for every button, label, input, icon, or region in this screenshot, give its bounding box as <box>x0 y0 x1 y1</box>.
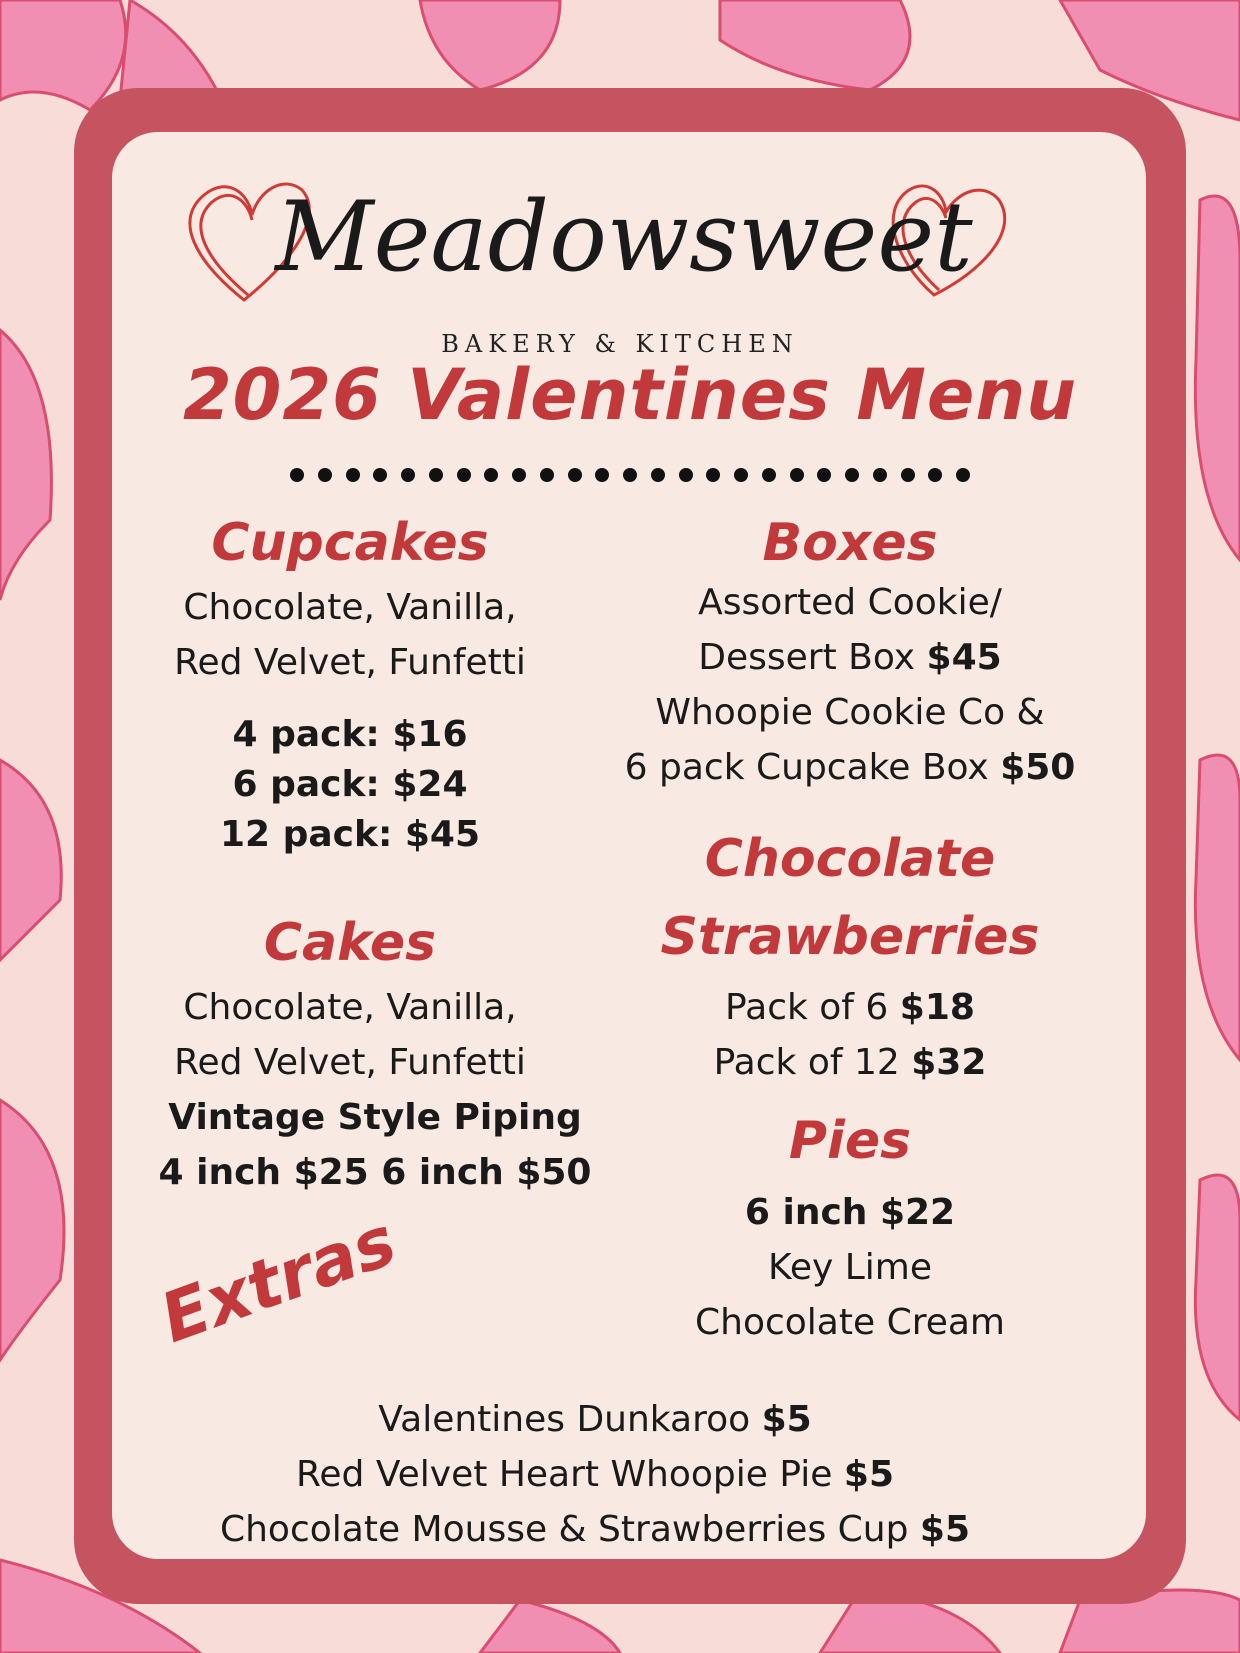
dotted-divider <box>290 460 970 490</box>
cakes-heading: Cakes <box>263 913 437 973</box>
brand-logo <box>174 150 1074 350</box>
cakes-details <box>110 1090 640 1200</box>
pies-size: 6 inch $22 <box>744 1192 956 1233</box>
pies-heading: Pies <box>788 1111 912 1171</box>
cupcakes-flavors-line1: Chocolate, Vanilla, <box>183 587 517 628</box>
strawberries-list <box>600 980 1100 1090</box>
extras-item-dunkaroo: Valentines Dunkaroo $5 <box>378 1399 812 1440</box>
boxes-item2-price: $50 <box>1000 747 1076 788</box>
cupcakes-prices <box>110 710 590 860</box>
cupcakes-price-12pack: 12 pack: $45 <box>219 814 481 855</box>
boxes-list <box>600 575 1100 795</box>
page-title: 2026 Valentines Menu <box>182 354 1078 436</box>
strawberries-item-6: Pack of 6 $18 <box>725 987 975 1028</box>
extras-heading: Extras <box>150 1201 407 1359</box>
pies-list <box>600 1185 1100 1350</box>
cakes-style: Vintage Style Piping <box>168 1097 582 1138</box>
extras-price-dunkaroo: $5 <box>761 1399 812 1440</box>
strawberries-price-12: $32 <box>911 1042 987 1083</box>
cakes-flavors-line1: Chocolate, Vanilla, <box>183 987 517 1028</box>
boxes-item1-line1: Assorted Cookie/ <box>698 582 1002 623</box>
boxes-item1-line2: Dessert Box $45 <box>698 637 1002 678</box>
pies-flavor-key-lime: Key Lime <box>768 1247 932 1288</box>
extras-price-whoopie: $5 <box>843 1454 894 1495</box>
strawberries-heading-line1: Chocolate <box>704 829 996 889</box>
brand-name: Meadowsweet <box>275 181 973 293</box>
extras-item-mousse: Chocolate Mousse & Strawberries Cup $5 <box>219 1509 971 1550</box>
cupcakes-price-4pack: 4 pack: $16 <box>232 714 468 755</box>
cakes-flavors-line2: Red Velvet, Funfetti <box>174 1042 526 1083</box>
extras-list <box>140 1392 1050 1557</box>
brand-subtitle: BAKERY & KITCHEN <box>441 330 799 358</box>
boxes-item1-price: $45 <box>926 637 1002 678</box>
pies-flavor-chocolate-cream: Chocolate Cream <box>695 1302 1005 1343</box>
cupcakes-heading: Cupcakes <box>211 513 489 573</box>
boxes-heading: Boxes <box>762 513 938 573</box>
boxes-item2-line1: Whoopie Cookie Co & <box>655 692 1045 733</box>
strawberries-heading-line2: Strawberries <box>660 907 1040 967</box>
strawberries-item-12: Pack of 12 $32 <box>713 1042 987 1083</box>
cupcakes-flavors <box>110 580 590 690</box>
cakes-flavors <box>110 980 590 1090</box>
strawberries-price-6: $18 <box>899 987 975 1028</box>
extras-item-whoopie: Red Velvet Heart Whoopie Pie $5 <box>295 1454 894 1495</box>
extras-price-mousse: $5 <box>919 1509 971 1550</box>
cupcakes-flavors-line2: Red Velvet, Funfetti <box>174 642 526 683</box>
cakes-sizes: 4 inch $25 6 inch $50 <box>158 1152 592 1193</box>
cupcakes-price-6pack: 6 pack: $24 <box>232 764 468 805</box>
strawberries-heading <box>600 820 1100 976</box>
boxes-item2-line2: 6 pack Cupcake Box $50 <box>624 747 1076 788</box>
